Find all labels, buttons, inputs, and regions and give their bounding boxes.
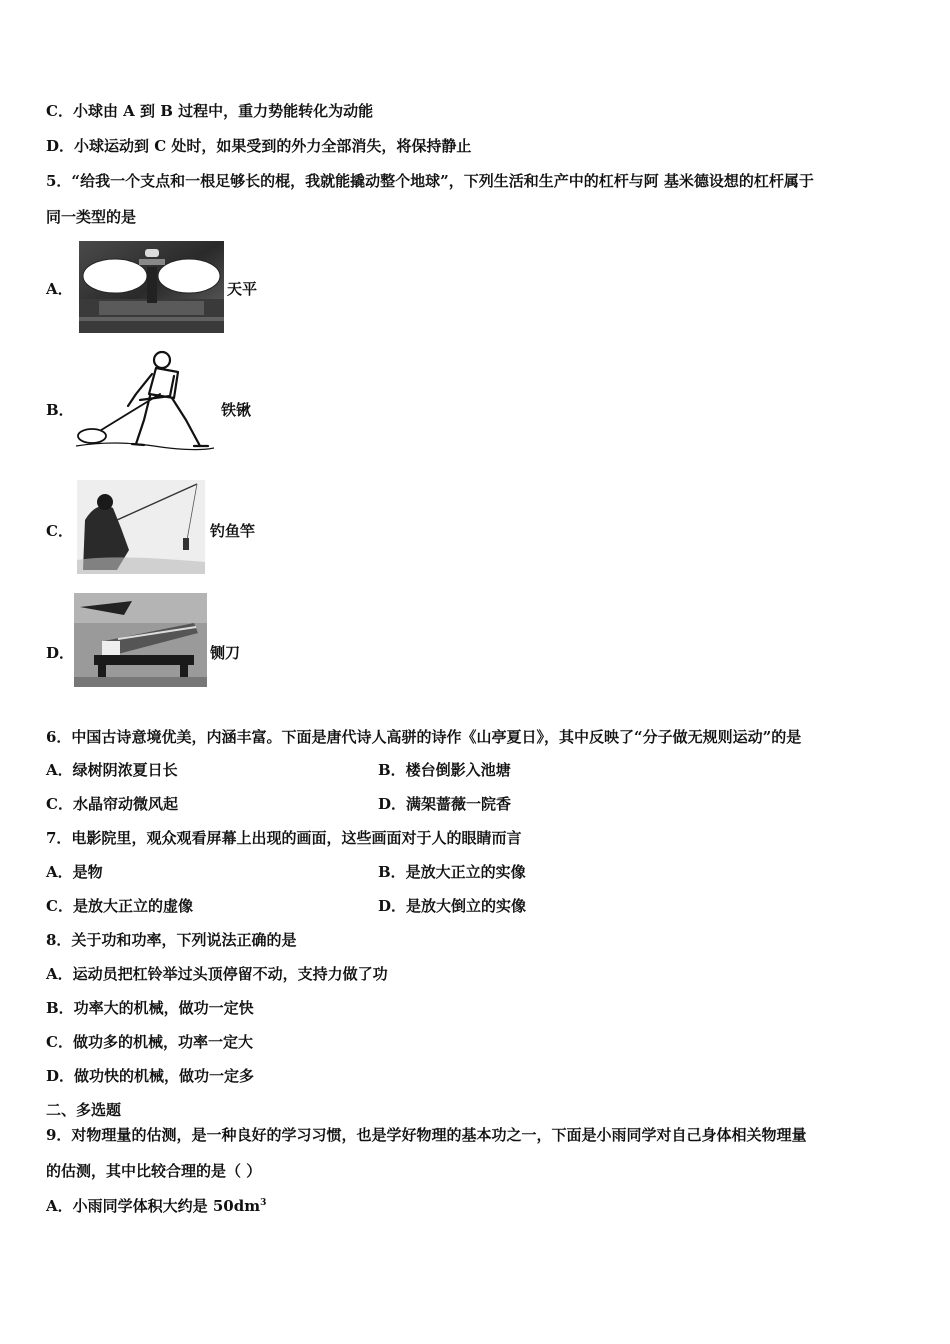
shovel-man-image: [74, 348, 214, 453]
q8-option-c: C．做功多的机械，功率一定大: [46, 1033, 253, 1051]
q4-option-d: D．小球运动到 C 处时，如果受到的外力全部消失，将保持静止: [46, 137, 472, 155]
q5-option-c-label: C．: [46, 522, 73, 540]
q9-stem-line1: 9．对物理量的估测，是一种良好的学习习惯，也是学好物理的基本功之一，下面是小雨同学对自己身体相关物理量: [46, 1126, 807, 1144]
q5-stem-line1: 5．“给我一个支点和一根足够长的棍，我就能撬动整个地球”，下列生活和生产中的杠杆与阿 基米德设想的杠杆属于: [46, 172, 814, 190]
guillotine-cutter-image: [74, 593, 207, 687]
q9-option-a-superscript: 3: [260, 1198, 267, 1208]
q6-option-a: A．绿树阴浓夏日长: [46, 761, 178, 779]
q5-option-b-caption: 铁锹: [221, 401, 252, 419]
section-title-multiple-choice: 二、多选题: [46, 1101, 122, 1119]
q5-option-d-label: D．: [46, 644, 75, 662]
q5-option-c-caption: 钓鱼竿: [210, 522, 256, 540]
q6-option-d: D．满架蔷薇一院香: [378, 795, 512, 813]
q8-option-a: A．运动员把杠铃举过头顶停留不动，支持力做了功: [46, 965, 388, 983]
q5-option-a-caption: 天平: [227, 280, 258, 298]
q5-option-a-label: A．: [46, 280, 73, 298]
q4-option-c: C．小球由 A 到 B 过程中，重力势能转化为动能: [46, 102, 374, 120]
q6-stem: 6．中国古诗意境优美，内涵丰富。下面是唐代诗人高骈的诗作《山亭夏日》，其中反映了“分子做无规则运动”的是: [46, 728, 802, 746]
balance-scale-image: [79, 241, 224, 333]
q5-option-d-caption: 铡刀: [210, 644, 241, 662]
q9-option-a-text: A．小雨同学体积大约是 50dm: [46, 1197, 261, 1215]
q9-option-a: [46, 1196, 266, 1216]
q8-stem: 8．关于功和功率，下列说法正确的是: [46, 931, 297, 949]
q6-option-c: C．水晶帘动微风起: [46, 795, 178, 813]
q7-option-b: B．是放大正立的实像: [378, 863, 526, 881]
q7-option-a: A．是物: [46, 863, 103, 881]
q7-stem: 7．电影院里，观众观看屏幕上出现的画面，这些画面对于人的眼睛而言: [46, 829, 522, 847]
fishing-rod-image: [77, 480, 205, 574]
q8-option-b: B．功率大的机械，做功一定快: [46, 999, 254, 1017]
q7-option-d: D．是放大倒立的实像: [378, 897, 527, 915]
q5-stem-line2: 同一类型的是: [46, 208, 137, 226]
q8-option-d: D．做功快的机械，做功一定多: [46, 1067, 255, 1085]
q5-option-b-label: B．: [46, 401, 74, 419]
q7-option-c: C．是放大正立的虚像: [46, 897, 193, 915]
q9-stem-line2: 的估测，其中比较合理的是（ ）: [46, 1162, 262, 1180]
q6-option-b: B．楼台倒影入池塘: [378, 761, 511, 779]
